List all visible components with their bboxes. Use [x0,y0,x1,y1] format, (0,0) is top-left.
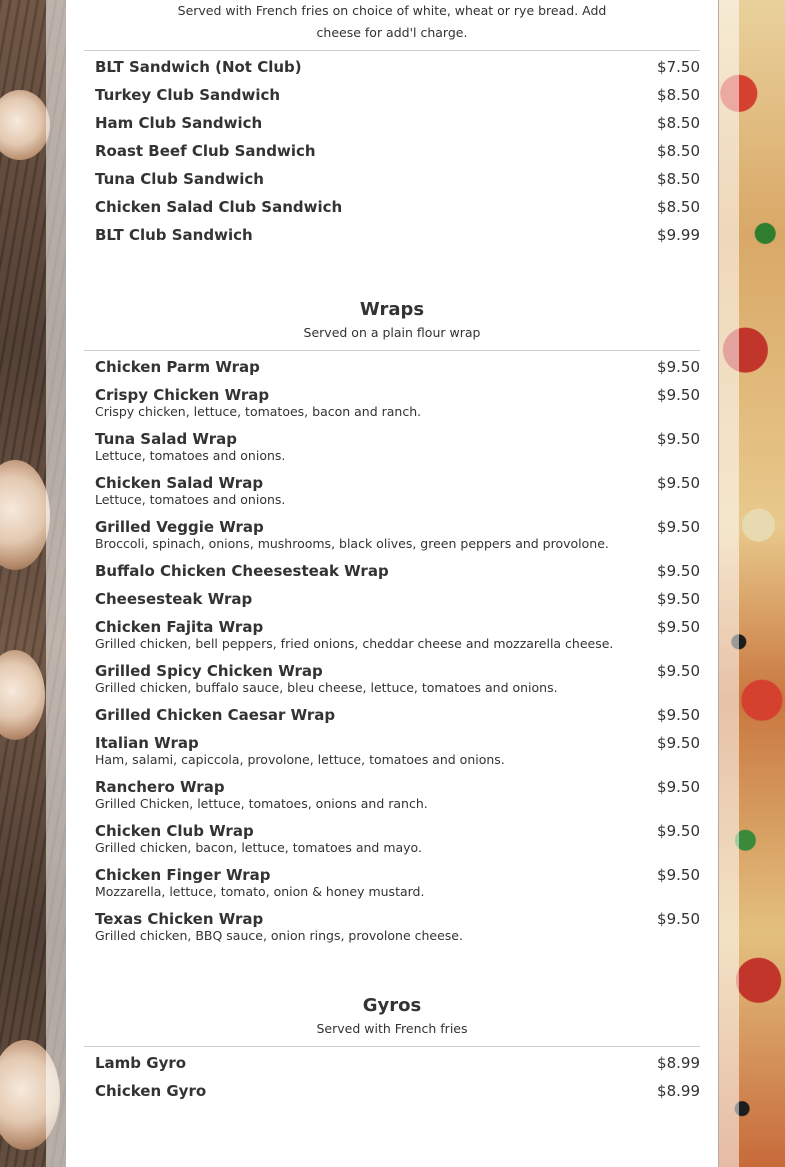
menu-item-price: $9.50 [657,358,700,376]
mushroom-decoration [0,90,50,160]
wrap-list [84,353,700,949]
menu-item [84,81,700,109]
menu-item-row [95,221,700,249]
mushroom-decoration [0,650,45,740]
menu-item-description: Ham, salami, capiccola, provolone, lettuce, tomatoes and onions. [95,752,505,767]
section-description: Served with French fries [316,1021,468,1036]
menu-item-description: Grilled Chicken, lettuce, tomatoes, onions and ranch. [95,796,428,811]
menu-item-price: $9.50 [657,706,700,724]
menu-item-description: Crispy chicken, lettuce, tomatoes, bacon and ranch. [95,404,422,419]
menu-item-row [95,701,700,729]
menu-item-price: $9.50 [657,430,700,448]
menu-item-price: $9.50 [657,866,700,884]
menu-item-name: Chicken Salad Club Sandwich [95,198,343,216]
menu-item-name: Texas Chicken Wrap [95,910,264,928]
menu-item [84,657,700,701]
menu-item-row [95,165,700,193]
menu-item [84,1077,700,1105]
menu-item [84,701,700,729]
section-description: Served on a plain flour wrap [303,325,481,340]
menu-item [84,585,700,613]
menu-item-price: $9.50 [657,562,700,580]
sandwiches-section [84,0,700,249]
menu-item [84,109,700,137]
menu-item-name: Grilled Spicy Chicken Wrap [95,662,323,680]
menu-item-name: Tuna Salad Wrap [95,430,237,448]
menu-item-name: BLT Sandwich (Not Club) [95,58,302,76]
menu-item-price: $8.99 [657,1054,700,1072]
gyro-list [84,1049,700,1105]
menu-item-name: Roast Beef Club Sandwich [95,142,316,160]
menu-item [84,425,700,469]
menu-item-description: Lettuce, tomatoes and onions. [95,492,286,507]
wraps-section [84,298,700,949]
panel-edge-left [46,0,66,1167]
menu-item [84,513,700,557]
menu-item-price: $9.50 [657,662,700,680]
menu-item-name: Chicken Salad Wrap [95,474,264,492]
menu-item-row [95,1077,700,1105]
menu-item-price: $9.50 [657,822,700,840]
menu-item-price: $8.50 [657,86,700,104]
section-title: Wraps [359,299,425,320]
menu-item-price: $9.50 [657,386,700,404]
sandwich-list [84,53,700,249]
menu-item [84,729,700,773]
menu-item [84,193,700,221]
menu-item-price: $7.50 [657,58,700,76]
menu-item-description: Grilled chicken, buffalo sauce, bleu cheese, lettuce, tomatoes and onions. [95,680,558,695]
menu-item [84,1049,700,1077]
menu-item-name: Chicken Club Wrap [95,822,254,840]
menu-item-price: $8.99 [657,1082,700,1100]
menu-item [84,353,700,381]
menu-item [84,773,700,817]
menu-item-name: Ranchero Wrap [95,778,225,796]
menu-item-row [95,353,700,381]
menu-item-description: Broccoli, spinach, onions, mushrooms, black olives, green peppers and provolone. [95,536,609,551]
menu-item [84,613,700,657]
menu-content [84,0,700,1105]
menu-item-row [95,585,700,613]
menu-item-name: Italian Wrap [95,734,199,752]
menu-item-name: Grilled Chicken Caesar Wrap [95,706,336,724]
menu-item-row [95,137,700,165]
menu-item-description: Grilled chicken, bell peppers, fried onions, cheddar cheese and mozzarella cheese. [95,636,614,651]
menu-item-description: Grilled chicken, bacon, lettuce, tomatoes and mayo. [95,840,422,855]
menu-item-name: Chicken Gyro [95,1082,207,1100]
menu-item-price: $8.50 [657,198,700,216]
menu-item-price: $9.99 [657,226,700,244]
menu-item [84,861,700,905]
menu-item-name: Grilled Veggie Wrap [95,518,264,536]
mushroom-decoration [0,460,50,570]
menu-item-row [95,193,700,221]
menu-item-name: Crispy Chicken Wrap [95,386,270,404]
menu-item-name: Cheesesteak Wrap [95,590,253,608]
menu-item-price: $9.50 [657,778,700,796]
menu-item [84,817,700,861]
menu-item-name: Buffalo Chicken Cheesesteak Wrap [95,562,389,580]
section-title: Gyros [362,995,422,1016]
menu-item [84,905,700,949]
menu-item [84,469,700,513]
menu-item [84,53,700,81]
menu-item-price: $9.50 [657,474,700,492]
menu-item-price: $8.50 [657,114,700,132]
section-description: Served with French fries on choice of white, wheat or rye bread. Add cheese for add'l charge. [177,3,607,40]
menu-item-price: $9.50 [657,734,700,752]
menu-item-row [95,81,700,109]
menu-item-name: Lamb Gyro [95,1054,187,1072]
menu-item-name: Chicken Finger Wrap [95,866,271,884]
menu-item-description: Lettuce, tomatoes and onions. [95,448,286,463]
menu-item-price: $9.50 [657,618,700,636]
menu-item-name: Ham Club Sandwich [95,114,263,132]
menu-item-name: Tuna Club Sandwich [95,170,264,188]
menu-item-name: Chicken Parm Wrap [95,358,260,376]
menu-item [84,557,700,585]
menu-item [84,381,700,425]
menu-item-row [95,1049,700,1077]
menu-item [84,221,700,249]
menu-item-price: $9.50 [657,910,700,928]
menu-item-price: $9.50 [657,518,700,536]
menu-item-price: $8.50 [657,170,700,188]
panel-edge-right [718,0,739,1167]
menu-item-row [95,109,700,137]
gyros-section [84,994,700,1105]
menu-item-price: $8.50 [657,142,700,160]
menu-item-name: Turkey Club Sandwich [95,86,281,104]
menu-item-name: Chicken Fajita Wrap [95,618,264,636]
menu-item-description: Mozzarella, lettuce, tomato, onion & honey mustard. [95,884,425,899]
menu-item [84,165,700,193]
menu-item [84,137,700,165]
menu-item-description: Grilled chicken, BBQ sauce, onion rings, provolone cheese. [95,928,463,943]
menu-item-row [95,557,700,585]
menu-item-price: $9.50 [657,590,700,608]
menu-item-name: BLT Club Sandwich [95,226,253,244]
menu-item-row [95,53,700,81]
